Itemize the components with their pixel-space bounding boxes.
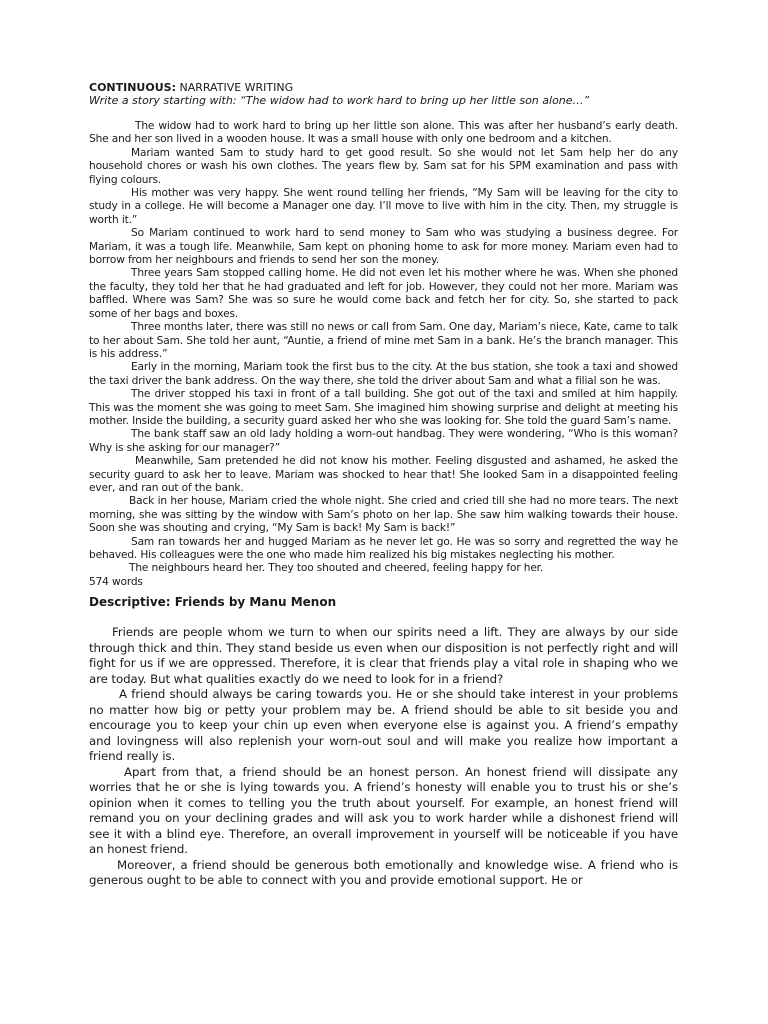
story-paragraph: His mother was very happy. She went round telling her friends, “My Sam will be leaving for the city to study in a college. He will become a Manager one day. I’ll move to live with him in the city. Then, my struggle is worth it.” (89, 187, 678, 226)
story-paragraph: Back in her house, Mariam cried the whole night. She cried and cried till she had no more tears. The next morning, she was sitting by the window with Sam’s photo on her lap. She saw him walking towards their house. Soon she was shouting and crying, “My Sam is back! My Sam is back!” (89, 495, 678, 535)
story-paragraph: Three years Sam stopped calling home. He did not even let his mother where he was. When she phoned the faculty, they told her that he had graduated and left for job. However, they could not her more. Mariam was baffled. Where was Sam? She was so sure he would come back and fetch her for city. So, she started to pack some of her bags and boxes. (89, 267, 678, 320)
story-paragraph: So Mariam continued to work hard to send money to Sam who was studying a business degree. For Mariam, it was a tough life. Meanwhile, Sam kept on phoning home to ask for more money. Mariam even had to borrow from her neighbours and friends to send her son the money. (89, 227, 678, 267)
writing-prompt: Write a story starting with: “The widow had to work hard to bring up her little son alone…” (89, 94, 590, 107)
story-paragraph: Three months later, there was still no news or call from Sam. One day, Mariam’s niece, Kate, came to talk to her about Sam. She told her aunt, “Auntie, a friend of mine met Sam in a bank. He’s the branch manager. This is his address.” (89, 321, 678, 360)
story-paragraph: Sam ran towards her and hugged Mariam as he never let go. He was so sorry and regretted the way he behaved. His colleagues were the one who made him realized his big mistakes neglecting his mother. (89, 535, 678, 561)
narrative-story (89, 120, 678, 589)
story-paragraph: Mariam wanted Sam to study hard to get good result. So she would not let Sam help her do any household chores or wash his own clothes. The years flew by. Sam sat for his SPM examination and pass with flying colours. (89, 146, 678, 186)
document-page (89, 81, 678, 889)
story-paragraph: Early in the morning, Mariam took the first bus to the city. At the bus station, she took a taxi and showed the taxi driver the bank address. On the way there, she told the driver about Sam and what a filial son he was. (89, 361, 678, 387)
essay-paragraph: A friend should always be caring towards you. He or she should take interest in your problems no matter how big or petty your problem may be. A friend should be able to sit beside you and encourage you to keep your chin up even when everyone else is against you. A friend’s empathy and lovingness will also replenish your worn-out soul and will make you realize how important a friend really is. (89, 687, 678, 764)
heading-label-bold: CONTINUOUS: (89, 81, 176, 94)
section-heading (89, 81, 678, 94)
story-paragraph: The neighbours heard her. They too shouted and cheered, feeling happy for her. (129, 562, 544, 575)
descriptive-essay (89, 625, 678, 889)
story-paragraph: The bank staff saw an old lady holding a worn-out handbag. They were wondering, “Who is this woman? Why is she asking for our manager?” (89, 428, 678, 454)
story-paragraph: Meanwhile, Sam pretended he did not know his mother. Feeling disgusted and ashamed, he asked the security guard to ask her to leave. Mariam was shocked to hear that! She looked Sam in a disappointed feeling ever, and ran out of the bank. (89, 455, 678, 494)
story-paragraph: The driver stopped his taxi in front of a tall building. She got out of the taxi and smiled at him happily. This was the moment she was going to meet Sam. She imagined him showing surprise and delight at meeting his mother. Inside the building, a security guard asked her who she was looking for. She told the guard Sam’s name. (89, 388, 678, 427)
word-count: 574 words (89, 575, 143, 588)
descriptive-title: Descriptive: Friends by Manu Menon (89, 595, 337, 610)
heading-label-rest: NARRATIVE WRITING (175, 81, 294, 94)
essay-paragraph: Friends are people whom we turn to when our spirits need a lift. They are always by our side through thick and thin. They stand beside us even when our disposition is not perfectly right and will fight for us if we are oppressed. Therefore, it is clear that friends play a vital role in shaping who we are today. But what qualities exactly do we need to look for in a friend? (89, 625, 678, 686)
essay-paragraph: Apart from that, a friend should be an honest person. An honest friend will dissipate any worries that he or she is lying towards you. A friend’s honesty will enable you to trust his or she’s opinion when it comes to telling you the truth about yourself. For example, an honest friend will remand you on your declining grades and will ask you to work harder while a dishonest friend will see it with a blind eye. Therefore, an overall improvement in yourself will be noticeable if you have an honest friend. (89, 764, 678, 857)
essay-paragraph: Moreover, a friend should be generous both emotionally and knowledge wise. A friend who is generous ought to be able to connect with you and provide emotional support. He or (89, 857, 678, 888)
story-paragraph: The widow had to work hard to bring up her little son alone. This was after her husband’s early death. She and her son lived in a wooden house. It was a small house with only one bedroom and a kitchen. (89, 120, 678, 146)
